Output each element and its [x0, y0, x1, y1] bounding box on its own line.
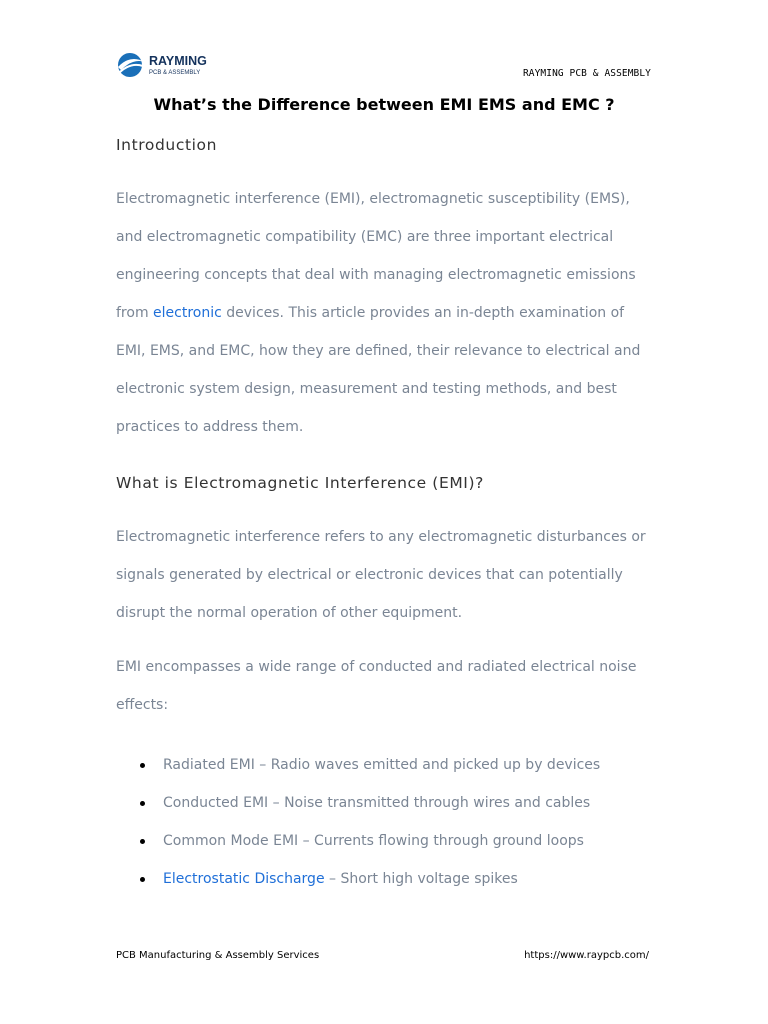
list-item-conducted-emi — [140, 784, 600, 822]
header-company-name: RAYMING PCB & ASSEMBLY — [522, 68, 651, 79]
electrostatic-discharge-link[interactable]: Electrostatic Discharge — [163, 871, 325, 887]
introduction-paragraph — [116, 180, 656, 446]
rayming-logo — [115, 50, 215, 80]
svg-text:RAYMING: RAYMING — [149, 54, 207, 68]
footer-services-text: PCB Manufacturing & Assembly Services — [116, 950, 320, 961]
list-item-text: Conducted EMI – Noise transmitted through wires and cables — [163, 795, 591, 811]
document-title: What’s the Difference between EMI EMS and EMC ? — [153, 95, 615, 114]
list-item-common-mode-emi — [140, 822, 600, 860]
bullet-icon — [140, 763, 145, 768]
emi-types-list — [140, 746, 600, 898]
emi-definition-paragraph: Electromagnetic interference refers to any electromagnetic disturbances or signals generated by electrical or electronic devices that can potentially disrupt the normal operation of other equipment. — [116, 529, 646, 621]
list-item-text: Common Mode EMI – Currents flowing through ground loops — [163, 833, 584, 849]
bullet-icon — [140, 839, 145, 844]
bullet-icon — [140, 877, 145, 882]
emi-heading: What is Electromagnetic Interference (EMI)? — [116, 474, 484, 492]
electronic-link[interactable]: electronic — [153, 305, 222, 321]
svg-text:PCB & ASSEMBLY: PCB & ASSEMBLY — [149, 70, 201, 76]
emi-effects-paragraph: EMI encompasses a wide range of conducted and radiated electrical noise effects: — [116, 659, 637, 713]
list-item-text: – Short high voltage spikes — [324, 871, 518, 887]
footer-website-url[interactable]: https://www.raypcb.com/ — [524, 950, 649, 961]
list-item-electrostatic-discharge — [140, 860, 600, 898]
list-item-radiated-emi — [140, 746, 600, 784]
introduction-text-part1: Electromagnetic interference (EMI), electromagnetic susceptibility (EMS), and electromagnetic compatibility (EMC) are three important electrical engineering concepts that deal with managing electromagnetic emissions from — [116, 191, 636, 321]
introduction-text-part2: devices. This article provides an in-depth examination of EMI, EMS, and EMC, how they are defined, their relevance to electrical and electronic system design, measurement and testing methods, and best practices to address them. — [116, 305, 641, 435]
bullet-icon — [140, 801, 145, 806]
introduction-heading: Introduction — [116, 136, 218, 154]
list-item-text: Radiated EMI – Radio waves emitted and picked up by devices — [163, 757, 601, 773]
